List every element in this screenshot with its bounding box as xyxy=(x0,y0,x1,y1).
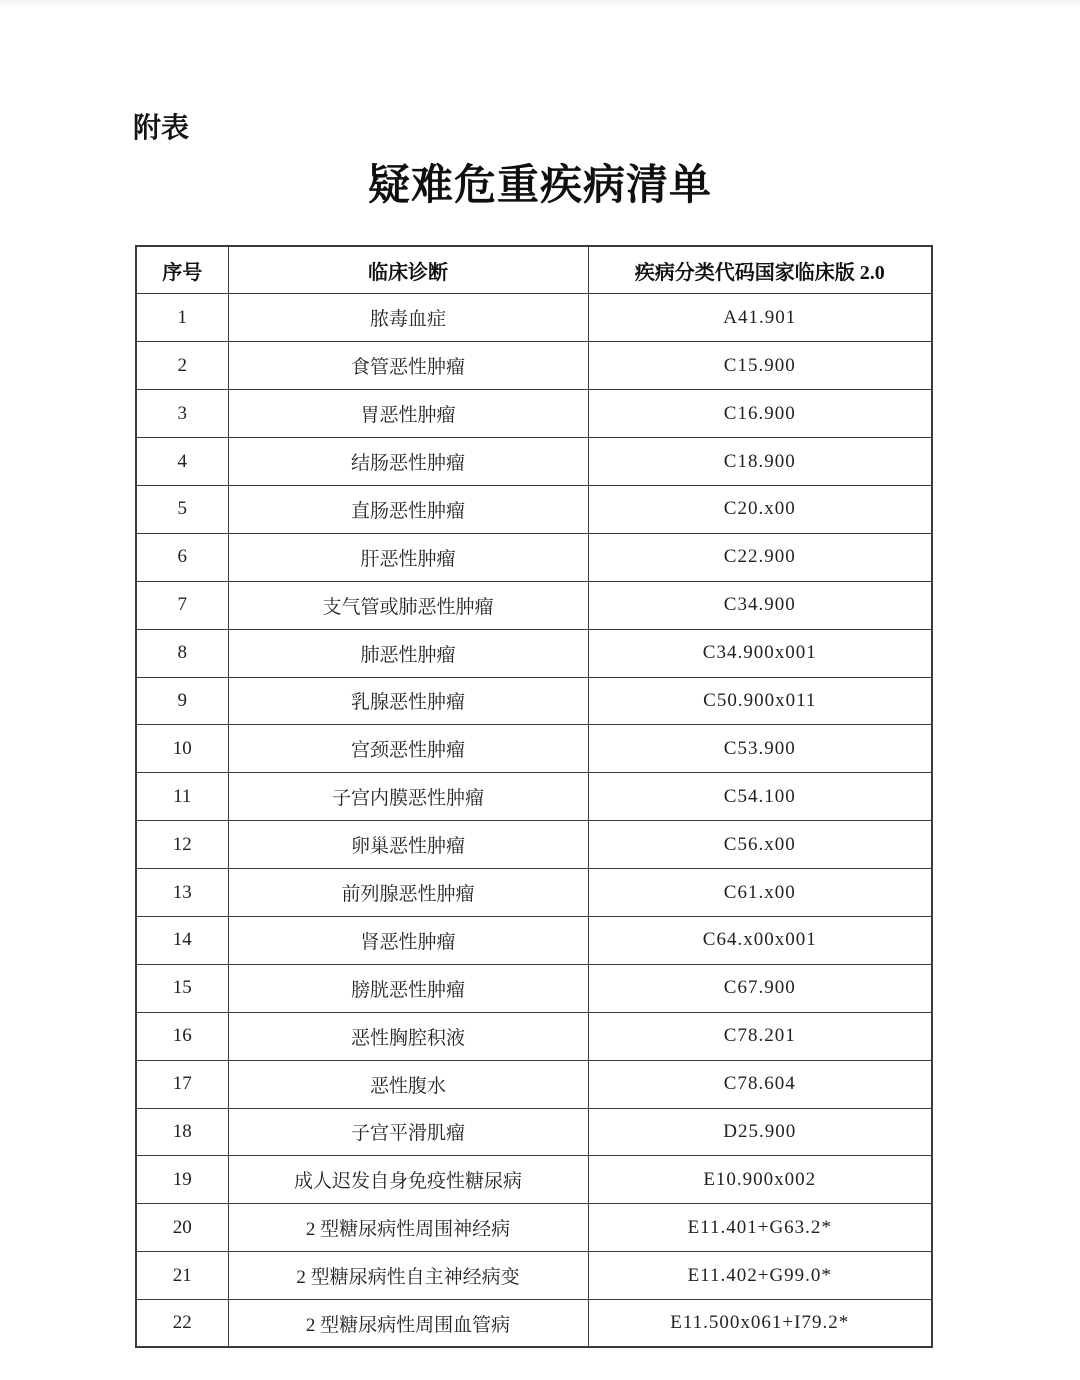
table-row xyxy=(136,1060,932,1108)
code-cell: C78.201 xyxy=(588,1012,932,1060)
table-row xyxy=(136,438,932,486)
table-header xyxy=(136,246,932,294)
row-number-cell: 9 xyxy=(136,677,228,725)
code-cell: C16.900 xyxy=(588,390,932,438)
diagnosis-cell: 结肠恶性肿瘤 xyxy=(228,438,588,486)
table-row xyxy=(136,533,932,581)
diagnosis-cell: 卵巢恶性肿瘤 xyxy=(228,821,588,869)
table-row xyxy=(136,725,932,773)
table-row xyxy=(136,869,932,917)
row-number-cell: 22 xyxy=(136,1300,228,1348)
table-row xyxy=(136,916,932,964)
row-number-cell: 15 xyxy=(136,964,228,1012)
row-number-cell: 13 xyxy=(136,869,228,917)
diagnosis-cell: 支气管或肺恶性肿瘤 xyxy=(228,581,588,629)
table-row xyxy=(136,1300,932,1348)
row-number-cell: 4 xyxy=(136,438,228,486)
appendix-label: 附表 xyxy=(133,112,190,143)
diagnosis-cell: 乳腺恶性肿瘤 xyxy=(228,677,588,725)
diagnosis-cell: 成人迟发自身免疫性糖尿病 xyxy=(228,1156,588,1204)
table-row xyxy=(136,1108,932,1156)
table-row xyxy=(136,629,932,677)
header-disease-code: 疾病分类代码国家临床版 2.0 xyxy=(588,246,932,294)
code-cell: C61.x00 xyxy=(588,869,932,917)
row-number-cell: 1 xyxy=(136,294,228,342)
code-cell: C34.900 xyxy=(588,581,932,629)
row-number-cell: 19 xyxy=(136,1156,228,1204)
row-number-cell: 12 xyxy=(136,821,228,869)
row-number-cell: 16 xyxy=(136,1012,228,1060)
code-cell: E11.500x061+I79.2* xyxy=(588,1300,932,1348)
diagnosis-cell: 子宫平滑肌瘤 xyxy=(228,1108,588,1156)
header-serial-number: 序号 xyxy=(136,246,228,294)
row-number-cell: 20 xyxy=(136,1204,228,1252)
diagnosis-cell: 膀胱恶性肿瘤 xyxy=(228,964,588,1012)
row-number-cell: 14 xyxy=(136,916,228,964)
code-cell: A41.901 xyxy=(588,294,932,342)
diagnosis-cell: 脓毒血症 xyxy=(228,294,588,342)
table-row xyxy=(136,342,932,390)
code-cell: C50.900x011 xyxy=(588,677,932,725)
diagnosis-cell: 2 型糖尿病性自主神经病变 xyxy=(228,1252,588,1300)
code-cell: C20.x00 xyxy=(588,485,932,533)
diagnosis-cell: 宫颈恶性肿瘤 xyxy=(228,725,588,773)
code-cell: E11.402+G99.0* xyxy=(588,1252,932,1300)
table-row xyxy=(136,964,932,1012)
row-number-cell: 2 xyxy=(136,342,228,390)
table-row xyxy=(136,821,932,869)
row-number-cell: 5 xyxy=(136,485,228,533)
table-row xyxy=(136,773,932,821)
table-row xyxy=(136,1156,932,1204)
header-row xyxy=(136,246,932,294)
code-cell: C34.900x001 xyxy=(588,629,932,677)
table-body xyxy=(136,294,932,1348)
row-number-cell: 7 xyxy=(136,581,228,629)
diagnosis-cell: 肝恶性肿瘤 xyxy=(228,533,588,581)
code-cell: D25.900 xyxy=(588,1108,932,1156)
code-cell: C78.604 xyxy=(588,1060,932,1108)
diagnosis-cell: 食管恶性肿瘤 xyxy=(228,342,588,390)
diagnosis-cell: 子宫内膜恶性肿瘤 xyxy=(228,773,588,821)
top-edge-shadow xyxy=(0,0,1080,8)
code-cell: C18.900 xyxy=(588,438,932,486)
code-cell: C64.x00x001 xyxy=(588,916,932,964)
code-cell: C67.900 xyxy=(588,964,932,1012)
diagnosis-cell: 前列腺恶性肿瘤 xyxy=(228,869,588,917)
diagnosis-cell: 恶性胸腔积液 xyxy=(228,1012,588,1060)
row-number-cell: 18 xyxy=(136,1108,228,1156)
table-row xyxy=(136,1204,932,1252)
diagnosis-cell: 肾恶性肿瘤 xyxy=(228,916,588,964)
header-clinical-diagnosis: 临床诊断 xyxy=(228,246,588,294)
disease-table xyxy=(135,245,933,1348)
code-cell: E10.900x002 xyxy=(588,1156,932,1204)
row-number-cell: 8 xyxy=(136,629,228,677)
table-row xyxy=(136,390,932,438)
table-row xyxy=(136,677,932,725)
table-row xyxy=(136,1012,932,1060)
row-number-cell: 11 xyxy=(136,773,228,821)
table-row xyxy=(136,1252,932,1300)
diagnosis-cell: 直肠恶性肿瘤 xyxy=(228,485,588,533)
row-number-cell: 21 xyxy=(136,1252,228,1300)
diagnosis-cell: 2 型糖尿病性周围血管病 xyxy=(228,1300,588,1348)
code-cell: C54.100 xyxy=(588,773,932,821)
row-number-cell: 3 xyxy=(136,390,228,438)
page-title: 疑难危重疾病清单 xyxy=(367,163,712,209)
code-cell: C15.900 xyxy=(588,342,932,390)
code-cell: C53.900 xyxy=(588,725,932,773)
table-row xyxy=(136,485,932,533)
diagnosis-cell: 恶性腹水 xyxy=(228,1060,588,1108)
diagnosis-cell: 胃恶性肿瘤 xyxy=(228,390,588,438)
table-row xyxy=(136,294,932,342)
code-cell: E11.401+G63.2* xyxy=(588,1204,932,1252)
code-cell: C56.x00 xyxy=(588,821,932,869)
row-number-cell: 6 xyxy=(136,533,228,581)
table-row xyxy=(136,581,932,629)
diagnosis-cell: 2 型糖尿病性周围神经病 xyxy=(228,1204,588,1252)
code-cell: C22.900 xyxy=(588,533,932,581)
diagnosis-cell: 肺恶性肿瘤 xyxy=(228,629,588,677)
row-number-cell: 10 xyxy=(136,725,228,773)
row-number-cell: 17 xyxy=(136,1060,228,1108)
